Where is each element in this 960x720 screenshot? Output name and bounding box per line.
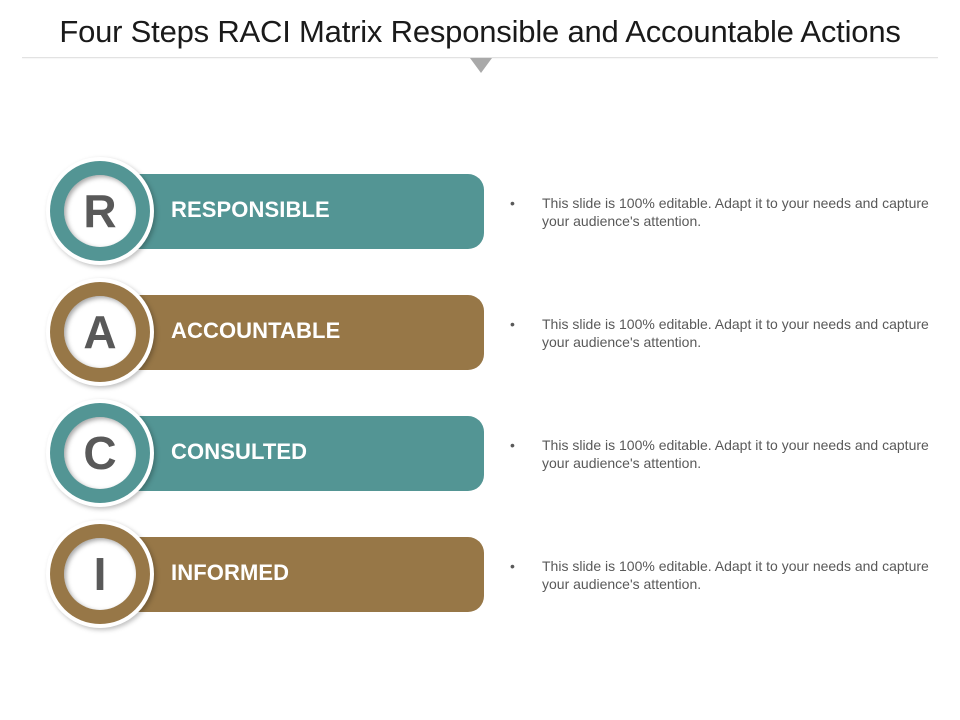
step-description: This slide is 100% editable. Adapt it to your needs and capture your audience's attention. xyxy=(542,316,929,350)
step-description: This slide is 100% editable. Adapt it to your needs and capture your audience's attention. xyxy=(542,437,929,471)
step-label: RESPONSIBLE xyxy=(171,197,330,222)
raci-step-consulted xyxy=(0,399,960,509)
bullet-icon: • xyxy=(510,316,515,332)
step-label: ACCOUNTABLE xyxy=(171,318,341,343)
step-letter: R xyxy=(83,185,117,237)
step-letter: C xyxy=(83,427,117,479)
title-pointer-triangle xyxy=(470,58,492,73)
bullet-icon: • xyxy=(510,195,515,211)
step-letter: A xyxy=(83,306,117,358)
bullet-icon: • xyxy=(510,558,515,574)
page-title: Four Steps RACI Matrix Responsible and Accountable Actions xyxy=(59,14,901,49)
step-letter: I xyxy=(93,548,107,600)
bullet-icon: • xyxy=(510,437,515,453)
step-bar xyxy=(100,537,484,612)
raci-step-responsible xyxy=(0,157,960,267)
raci-step-accountable xyxy=(0,278,960,388)
step-description: This slide is 100% editable. Adapt it to your needs and capture your audience's attention. xyxy=(542,558,929,592)
step-label: CONSULTED xyxy=(171,439,308,464)
step-description: This slide is 100% editable. Adapt it to your needs and capture your audience's attention. xyxy=(542,195,929,229)
step-label: INFORMED xyxy=(171,560,290,585)
raci-step-informed xyxy=(0,520,960,630)
